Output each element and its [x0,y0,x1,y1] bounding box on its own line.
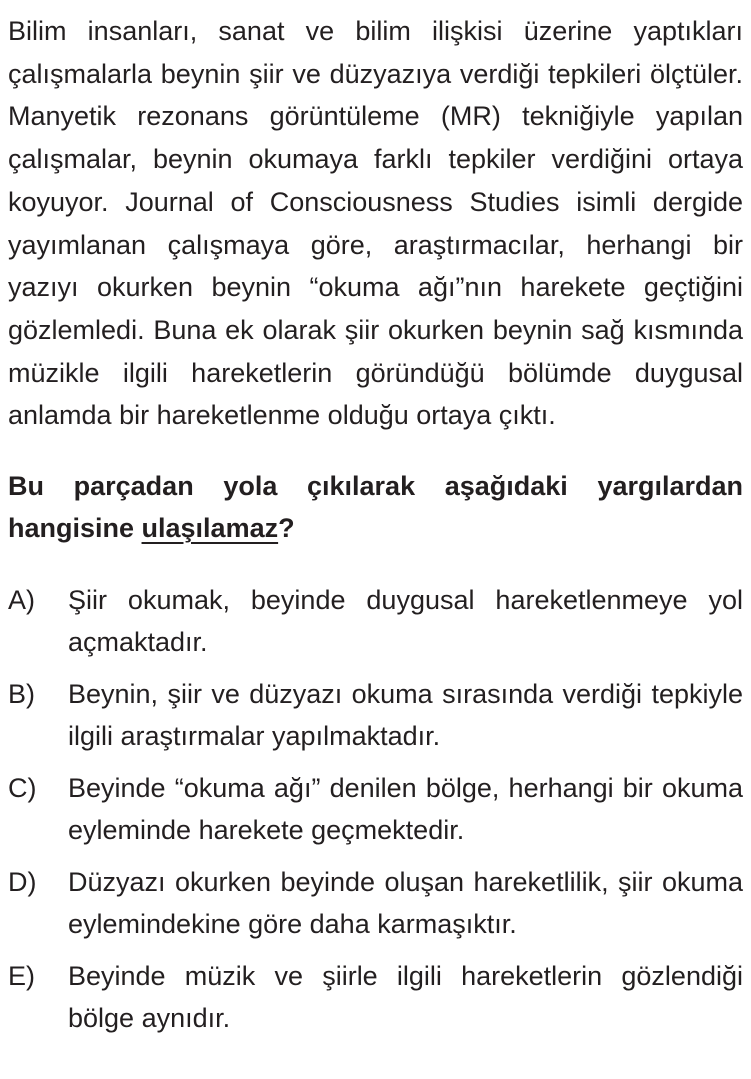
option-text: Beyinde müzik ve şiirle ilgili hareketlerin gözlendiği bölge aynıdır. [68,961,743,1034]
question-emphasis: ulaşılamaz [141,513,279,544]
option-text: Şiir okumak, beyinde duygusal hareketlenmeye yol açmaktadır. [68,585,743,658]
answer-option-e[interactable] [8,955,743,1039]
option-letter: D) [8,867,37,898]
question-prefix: Bu parçadan yola çıkılarak aşağıdaki yargılardan hangisine [8,471,743,544]
question-suffix: ? [278,513,295,544]
option-text: Düzyazı okurken beyinde oluşan hareketlilik, şiir okuma eylemindekine göre daha karmaşıktır. [68,867,743,940]
option-letter: B) [8,679,35,710]
question-stem [8,465,743,549]
answer-option-c[interactable] [8,767,743,851]
reading-passage: Bilim insanları, sanat ve bilim ilişkisi üzerine yaptıkları çalışmalarla beynin şiir ve düzyazıya verdiği tepkileri ölçtüler. Manyetik rezonans görüntüleme (MR) tekniğiyle yapılan çalışmalar, beynin okumaya farklı tepkiler verdiğini ortaya koyuyor. Journal of Consciousness Studies isimli dergide yayımlanan çalışmaya göre, araştırmacılar, herhangi bir yazıyı okurken beynin “okuma ağı”nın harekete geçtiğini gözlemledi. Buna ek olarak şiir okurken beynin sağ kısmında müzikle ilgili hareketlerin göründüğü bölümde duygusal anlamda bir hareketlenme olduğu ortaya çıktı. [8,16,743,431]
answer-option-d[interactable] [8,861,743,945]
answer-option-a[interactable] [8,579,743,663]
option-text: Beyinde “okuma ağı” denilen bölge, herhangi bir okuma eyleminde harekete geçmektedir. [68,773,743,846]
option-letter: A) [8,585,35,616]
answer-options [8,579,743,1039]
option-letter: C) [8,773,37,804]
option-text: Beynin, şiir ve düzyazı okuma sırasında verdiği tepkiyle ilgili araştırmalar yapılmaktadır. [68,679,743,752]
answer-option-b[interactable] [8,673,743,757]
option-letter: E) [8,961,35,992]
